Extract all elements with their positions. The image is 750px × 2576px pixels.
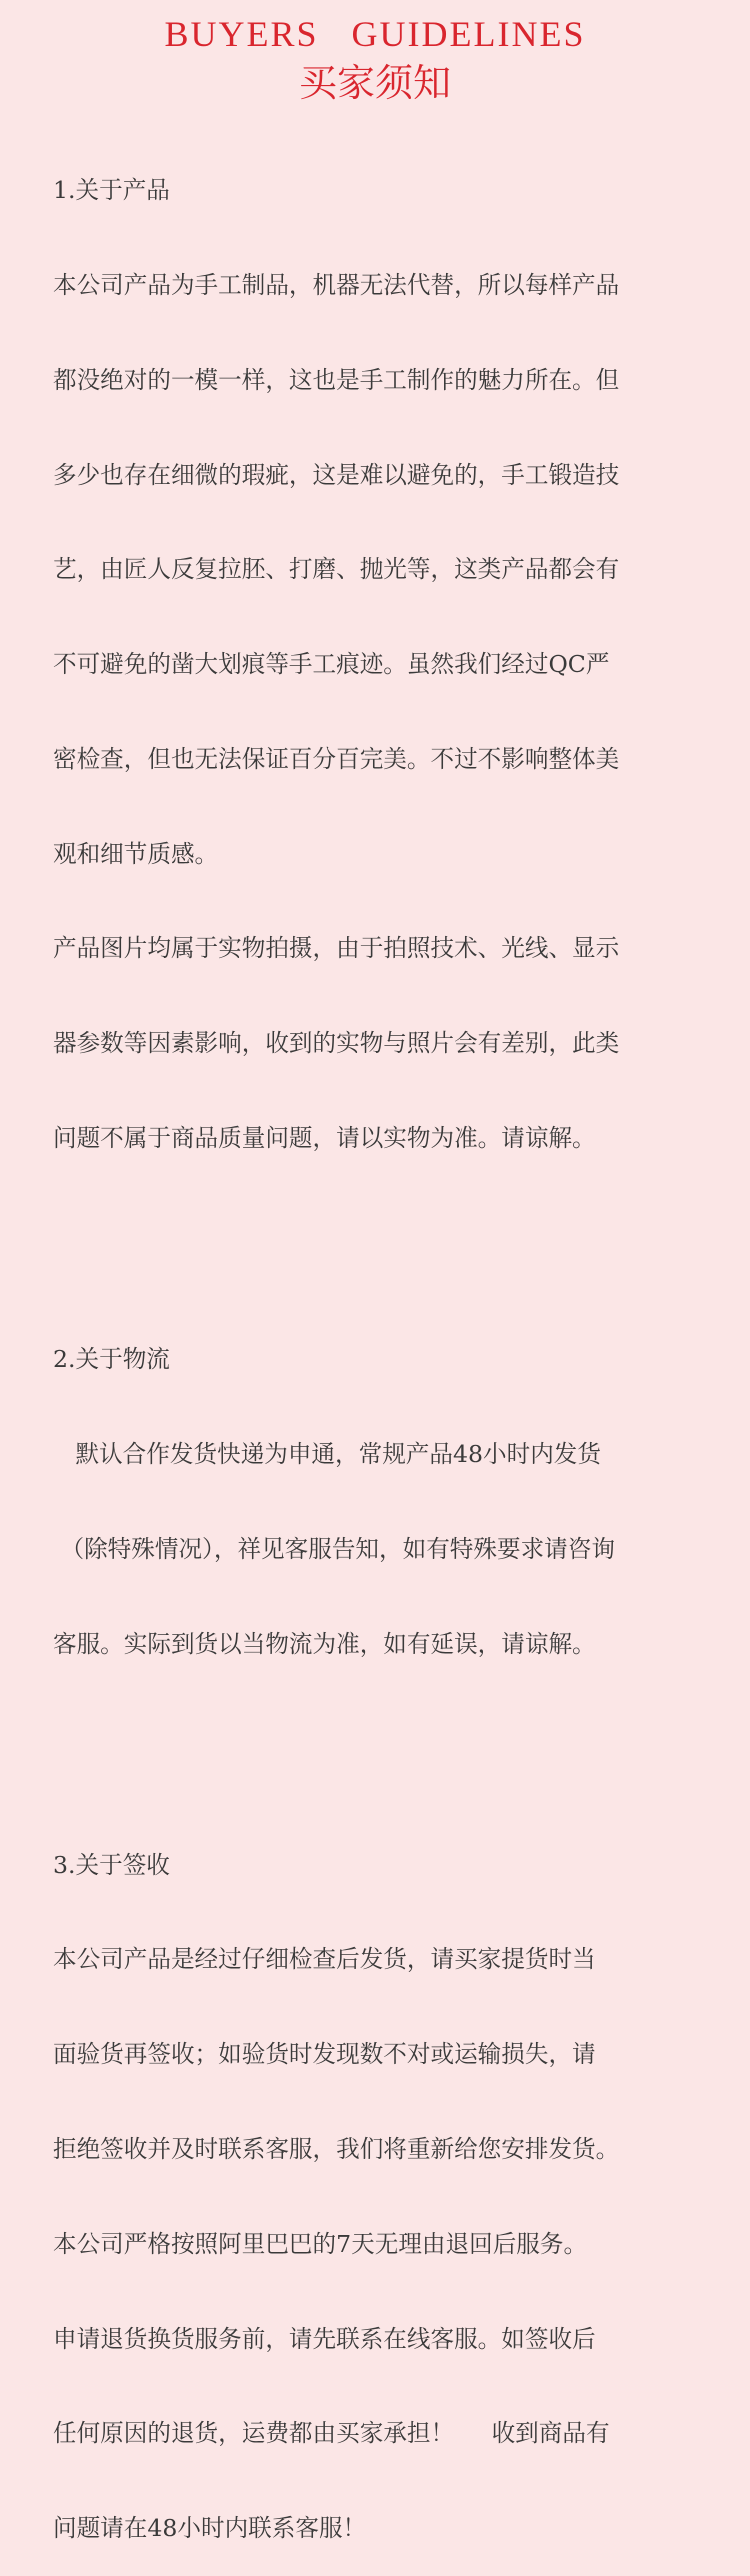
paragraph-line: 本公司产品为手工制品，机器无法代替，所以每样产品 [53,270,620,299]
title-chinese: 买家须知 [298,61,451,105]
guidelines-body [53,112,713,2576]
paragraph-line: 艺，由匠人反复拉胚、打磨、抛光等，这类产品都会有 [53,555,620,584]
paragraph-line: 问题不属于商品质量问题，请以实物为准。请谅解。 [53,1124,596,1152]
section-title-logistics: 2.关于物流 [53,1345,170,1374]
paragraph-line: （除特殊情况），祥见客服告知，如有特殊要求请咨询 [53,1534,615,1563]
paragraph-line: 不可避免的凿大划痕等手工痕迹。虽然我们经过QC严 [53,650,610,679]
paragraph-line: 任何原因的退货，运费都由买家承担！ 收到商品有 [53,2419,610,2448]
paragraph-line: 器参数等因素影响，收到的实物与照片会有差别，此类 [53,1029,620,1058]
section-spacer [53,1218,713,1250]
paragraph-line: 本公司产品是经过仔细检查后发货，请买家提货时当 [53,1945,596,1974]
paragraph-line: 产品图片均属于实物拍摄，由于拍照技术、光线、显示 [53,934,620,963]
paragraph-line: 密检查，但也无法保证百分百完美。不过不影响整体美 [53,744,620,773]
paragraph-line: 申请退货换货服务前，请先联系在线客服。如签收后 [53,2324,596,2353]
title-english: BUYERS GUIDELINES [164,14,586,54]
paragraph-line: 面验货再签收；如验货时发现数不对或运输损失，请 [53,2040,596,2069]
section-title-products: 1.关于产品 [53,176,170,205]
paragraph-line: 都没绝对的一模一样，这也是手工制作的魅力所在。但 [53,365,620,394]
section-spacer [53,1723,713,1755]
paragraph-line: 本公司严格按照阿里巴巴的7天无理由退回后服务。 [53,2229,588,2258]
section-title-receipt: 3.关于签收 [53,1850,170,1879]
paragraph-line: 默认合作发货快递为申通，常规产品48小时内发货 [53,1439,601,1468]
paragraph-line: 拒绝签收并及时联系客服，我们将重新给您安排发货。 [53,2135,620,2163]
paragraph-line: 问题请在48小时内联系客服！ [53,2514,367,2543]
paragraph-line: 观和细节质感。 [53,839,219,868]
paragraph-line: 多少也存在细微的瑕疵，这是难以避免的，手工锻造技 [53,460,620,489]
paragraph-line: 客服。实际到货以当物流为准，如有延误，请谅解。 [53,1629,596,1658]
